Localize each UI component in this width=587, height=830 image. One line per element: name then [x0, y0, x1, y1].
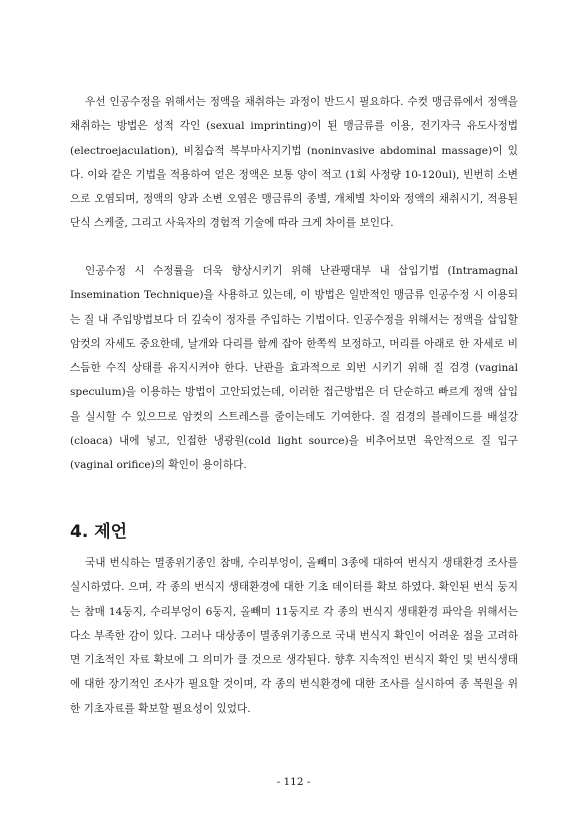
- page-number: - 112 -: [276, 776, 311, 788]
- paragraph-text: 국내 번식하는 멸종위기종인 참매, 수리부엉이, 올빼미 3종에 대하여 번식지 생태환경 조사를 실시하였다. 으며, 각 종의 번식지 생태환경에 대한 기초 데이터를 확보 하였다. 확인된 번식 둥지는 참매 14둥지, 수리부엉이 6둥지, 올빼미 11둥지로 각 종의 번식지 생태환경 파악을 위해서는 다소 부족한 감이 있다. 그러나 대상종이 멸종위기종으로 국내 번식지 확인이 어려운 점을 고려하면 기초적인 자료 확보에 그 의미가 클 것으로 생각된다. 향후 지속적인 번식지 확인 및 번식생태에 대한 장기적인 조사가 필요할 것이며, 각 종의 번식환경에 대한 조사를 실시하여 종 복원을 위한 기초자료를 확보할 필요성이 있었다.: [70, 557, 518, 715]
- section-heading: 4. 제언: [70, 522, 128, 542]
- insemination-technique-paragraph: [70, 259, 518, 478]
- paragraph-text: 우선 인공수정을 위해서는 정액을 채취하는 과정이 반드시 필요하다. 수컷 맹금류에서 정액을 채취하는 방법은 성적 각인 (sexual imprinting)이 된 맹금류를 이용, 전기자극 유도사정법 (electroejaculation), 비침습적 복부마사지기법 (noninvasive abdominal massage)이 있다. 이와 같은 기법을 적용하여 얻은 정액은 보통 양이 적고 (1회 사정량 10-120ul), 빈번히 소변으로 오염되며, 정액의 양과 소변 오염은 맹금류의 종별, 개체별 차이와 정액의 채취시기, 적용된 단식 스케줄, 그리고 사육자의 경험적 기술에 따라 크게 차이를 보인다.: [70, 96, 518, 230]
- paragraph-text: 인공수정 시 수정률을 더욱 향상시키기 위해 난관팽대부 내 삽입기법 (Intramagnal Insemination Technique)을 사용하고 있는데, 이 방법은 일반적인 맹금류 인공수정 시 이용되는 질 내 주입방법보다 더 깊숙이 정자를 주입하는 기법이다. 인공수정을 위해서는 정액을 삽입할 암컷의 자세도 중요한데, 날개와 다리를 함께 잡아 한쪽씩 보정하고, 머리를 아래로 한 자세로 비스듬한 수직 상태를 유지시켜야 한다. 난관을 효과적으로 외번 시키기 위해 질 검경 (vaginal speculum)을 이용하는 방법이 고안되었는데, 이러한 접근방법은 더 단순하고 빠르게 정액 삽입을 실시할 수 있으므로 암컷의 스트레스를 줄이는데도 기여한다. 질 검경의 블레이드를 배설강(cloaca) 내에 넣고, 인접한 냉광원(cold light source)을 비추어보면 육안적으로 질 입구(vaginal orifice)의 확인이 용이하다.: [70, 265, 518, 472]
- semen-collection-paragraph: [70, 90, 518, 236]
- recommendation-paragraph: [70, 551, 518, 721]
